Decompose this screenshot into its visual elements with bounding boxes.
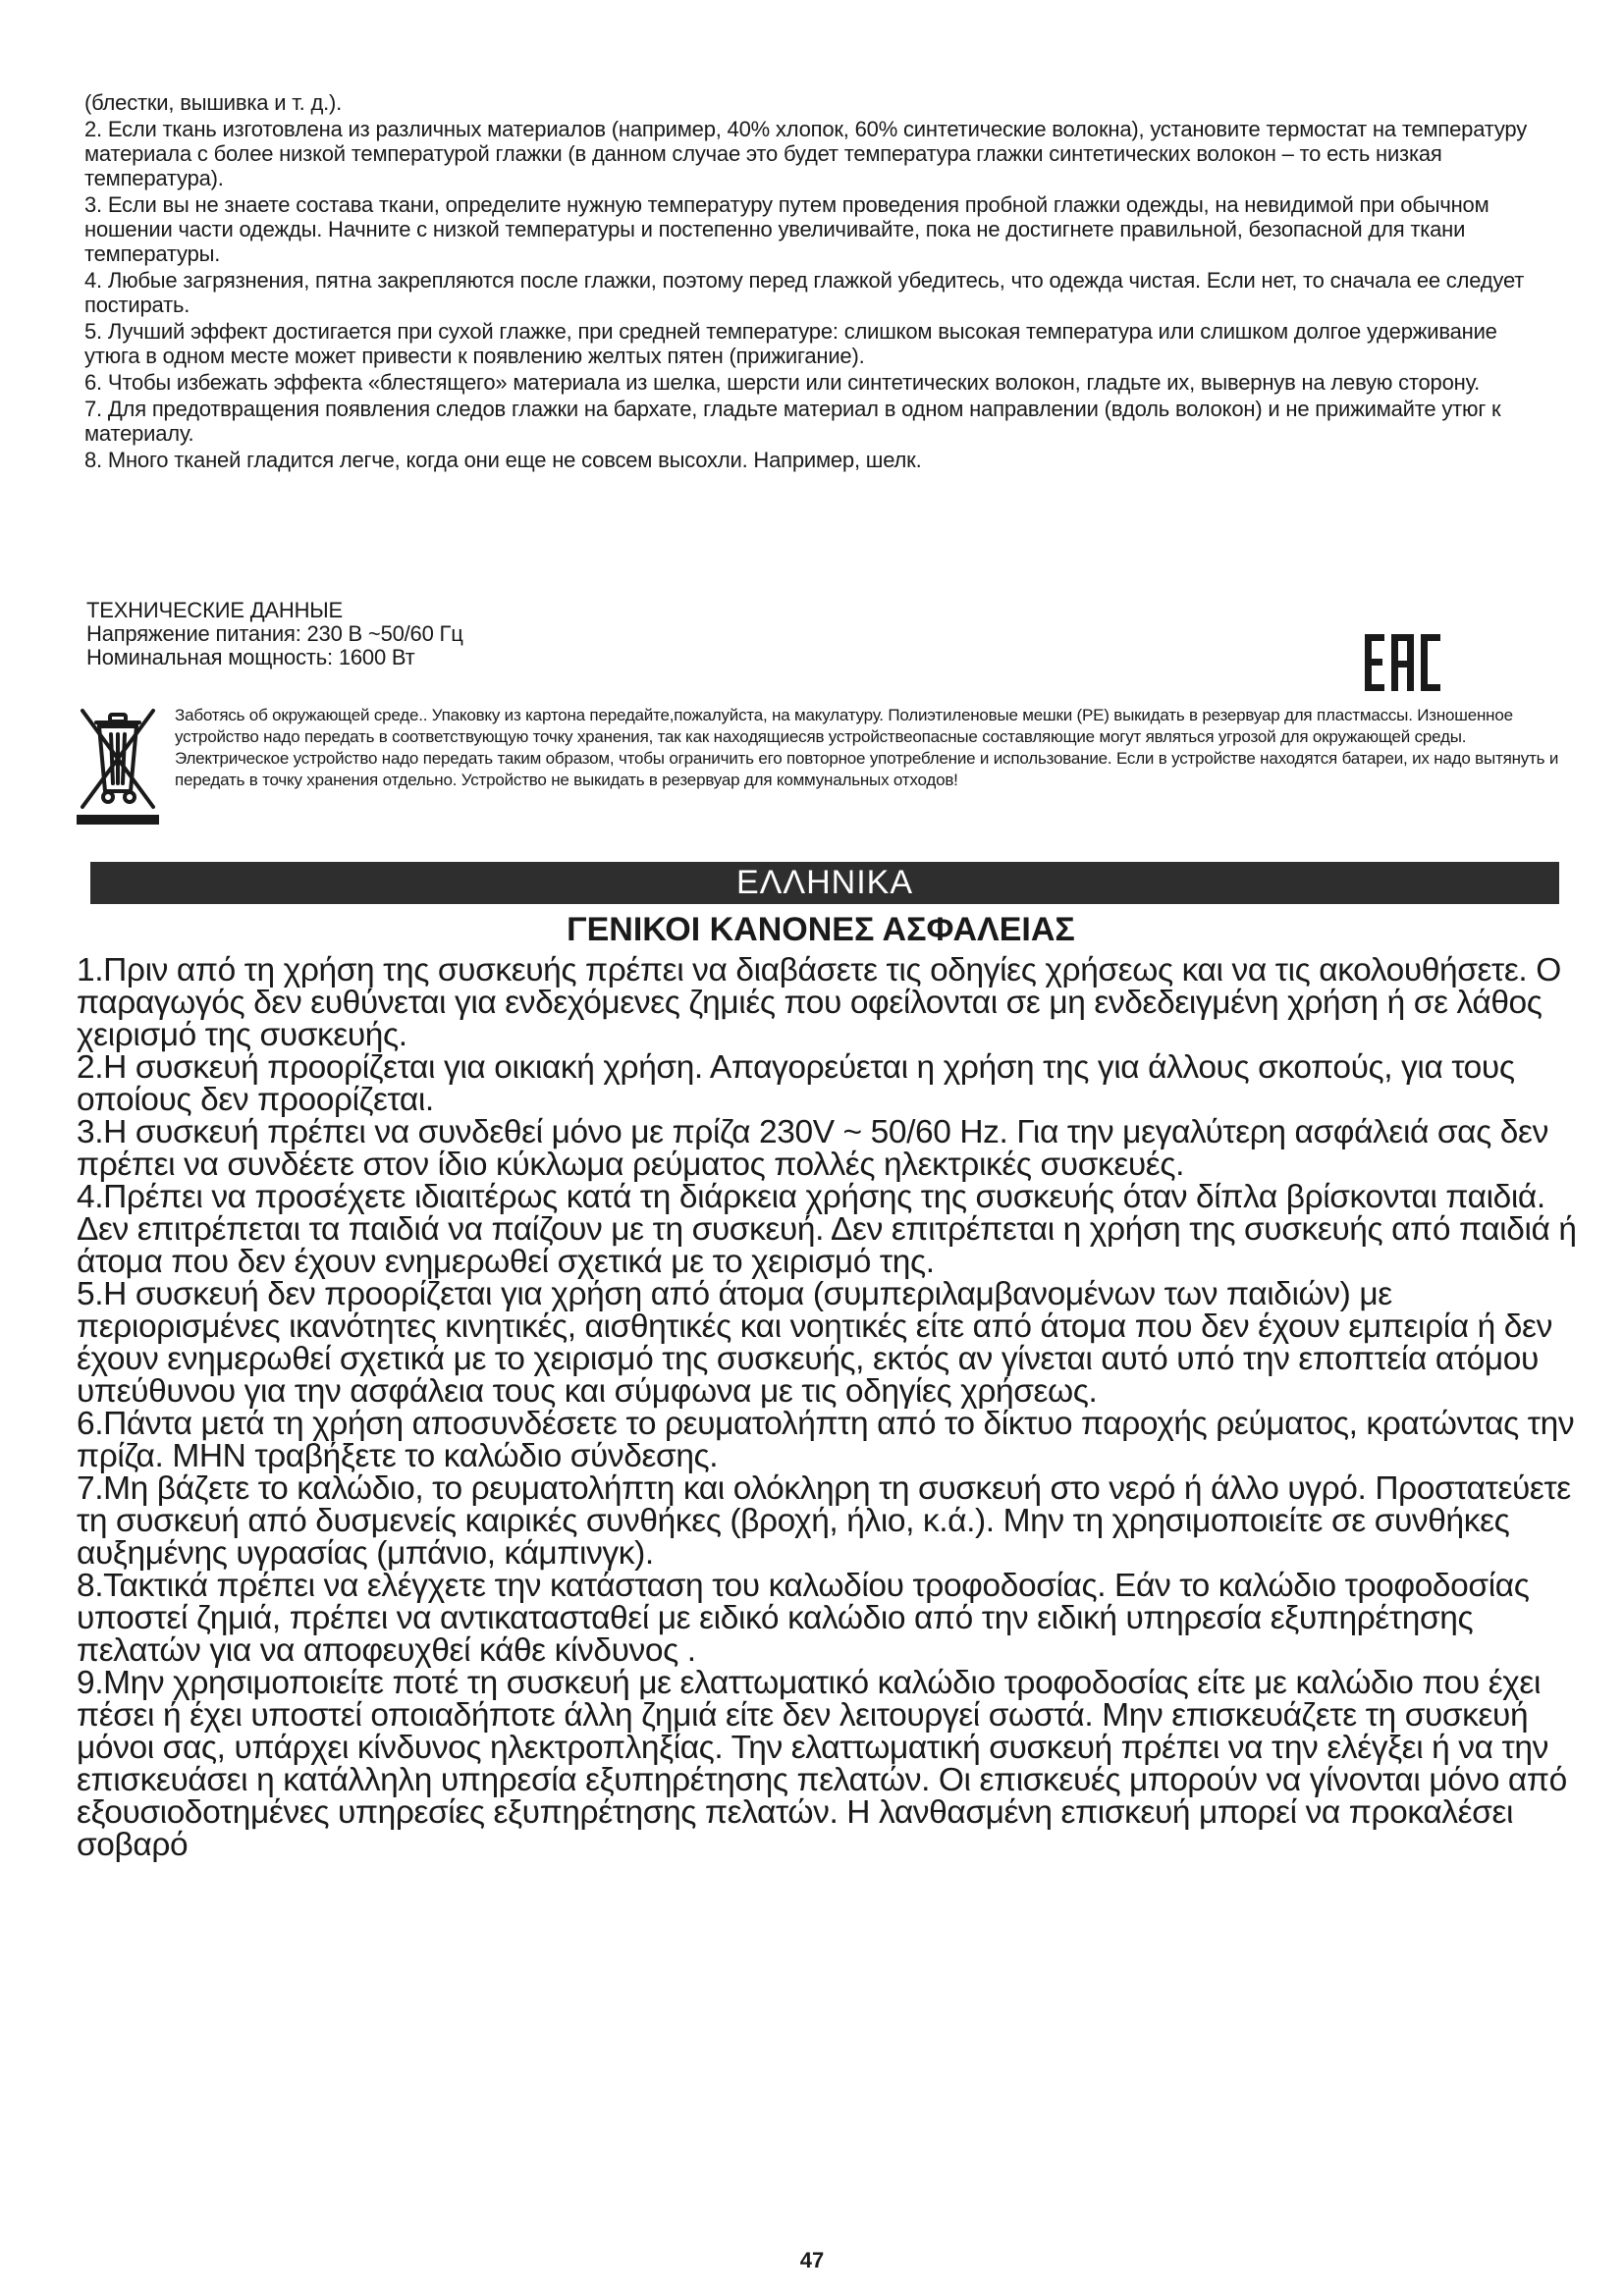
ru-paragraph-7: 8. Много тканей гладится легче, когда они еще не совсем высохли. Например, шелк. — [84, 448, 922, 472]
ru-paragraph-3: 4. Любые загрязнения, пятна закрепляются после глажки, поэтому перед глажкой убедитесь, что одежда чистая. Если нет, то сначала ее следует постирать. — [84, 268, 1525, 317]
environment-notice — [69, 701, 1561, 838]
gr-rule-8: 8.Τακτικά πρέπει να ελέγχετε την κατάσταση του καλωδίου τροφοδοσίας. Εάν το καλώδιο τροφοδοσίας υποστεί ζημιά, πρέπει να αντικατασταθεί με ειδικό καλώδιο από την ειδική υπηρεσία εξυπηρέτησης πελατών για να αποφευχθεί κάθε κίνδυνος . — [77, 1568, 1530, 1669]
gr-rule-9: 9.Μην χρησιμοποιείτε ποτέ τη συσκευή με ελαττωματικό καλώδιο τροφοδοσίας είτε με καλώδιο που έχει πέσει ή έχει υποστεί οποιαδήποτε άλλη ζημιά είτε δεν λειτουργεί σωστά. Μην επισκευάζετε τη συσκευή μόνοι σας, υπάρχει κίνδυνος ηλεκτροπληξίας. Την ελαττωματική συσκευή πρέπει να την ελέγξει ή να την επισκευάσει η κατάλληλη υπηρεσία εξυπηρέτησης πελατών. Οι επισκευές μπορούν να γίνονται μόνο από εξουσιοδοτημένες υπηρεσίες εξυπηρέτησης πελατών. Η λανθασμένη επισκευή μπορεί να προκαλέσει σοβαρό — [77, 1665, 1567, 1863]
safety-rules-title: ΓΕΝΙΚΟΙ ΚΑΝΟΝΕΣ ΑΣΦΑΛΕΙΑΣ — [567, 911, 1075, 948]
gr-rule-2: 2.Η συσκευή προορίζεται για οικιακή χρήση. Απαγορεύεται η χρήση της για άλλους σκοπούς, για τους οποίους δεν προορίζεται. — [77, 1049, 1515, 1118]
page-number: 47 — [799, 2248, 825, 2272]
eco-disposal-text — [175, 705, 1559, 791]
eac-mark-icon — [1365, 628, 1443, 697]
eco-text-paragraph: Заботясь об окружающей среде.. Упаковку из картона передайте,пожалуйста, на макулатуру. Полиэтиленовые мешки (PE) выкидать в резервуар для пластмассы. Изношенное устройство надо передать в соответствующую точку хранения, так как находящиесяв устройствеопасные составляющие могут являться угрозой для окружающей среды. Электрическое устройство надо передать таким образом, чтобы ограничить его повторное употребление и использование. Если в устройстве находятся батареи, их надо вытянуть и передать в точку хранения отдельно. Устройство не выкидать в резервуар для коммунальных отходов! — [175, 706, 1559, 789]
ru-paragraph-1: 2. Если ткань изготовлена из различных материалов (например, 40% хлопок, 60% синтетические волокна), установите термостат на температуру материала с более низкой температурой глажки (в данном случае это будет температура глажки синтетических волокон – то есть низкая температура). — [84, 117, 1528, 190]
tech-power: Номинальная мощность: 1600 Вт — [86, 645, 415, 669]
gr-rule-7: 7.Μη βάζετε το καλώδιο, το ρευματολήπτη και ολόκληρη τη συσκευή στο νερό ή άλλο υγρό. Προστατεύετε τη συσκευή από δυσμενείς καιρικές συνθήκες (βροχή, ήλιο, κ.ά.). Μην τη χρησιμοποιείτε σε συνθήκες αυξημένης υγρασίας (μπάνιο, κάμπινγκ). — [77, 1470, 1571, 1572]
gr-rule-3: 3.Η συσκευή πρέπει να συνδεθεί μόνο με πρίζα 230V ~ 50/60 Hz. Για την μεγαλύτερη ασφάλειά σας δεν πρέπει να συνδέετε στον ίδιο κύκλωμα ρεύματος πολλές ηλεκτρικές συσκευές. — [77, 1114, 1548, 1183]
russian-instructions — [84, 90, 1557, 474]
gr-rule-5: 5.Η συσκευή δεν προορίζεται για χρήση από άτομα (συμπεριλαμβανομένων των παιδιών) με περιορισμένες ικανότητες κινητικές, αισθητικές και νοητικές είτε από άτομα που δεν έχουν εμπειρία ή δεν έχουν ενημερωθεί σχετικά με το χειρισμό της συσκευής, εκτός αν γίνεται αυτό υπό την εποπτεία ατόμου υπεύθυνου για την ασφάλεια τους και σύμφωνα με τις οδηγίες χρήσεως. — [77, 1276, 1552, 1410]
language-header-greek: ΕΛΛΗΝΙΚΑ — [90, 862, 1559, 904]
gr-rule-1: 1.Πριν από τη χρήση της συσκευής πρέπει να διαβάσετε τις οδηγίες χρήσεως και να τις ακολουθήσετε. Ο παραγωγός δεν ευθύνεται για ενδεχόμενες ζημιές που οφείλονται σε μη ενδεδειγμένη χρήση ή σε λάθος χειρισμό της συσκευής. — [77, 952, 1561, 1053]
gr-rule-6: 6.Πάντα μετά τη χρήση αποσυνδέσετε το ρευματολήπτη από το δίκτυο παροχής ρεύματος, κρατώντας την πρίζα. ΜΗΝ τραβήξετε το καλώδιο σύνδεσης. — [77, 1406, 1575, 1474]
gr-rule-4: 4.Πρέπει να προσέχετε ιδιαιτέρως κατά τη διάρκεια χρήσης της συσκευής όταν δίπλα βρίσκονται παιδιά. Δεν επιτρέπεται τα παιδιά να παίζουν με τη συσκευή. Δεν επιτρέπεται η χρήση της συσκευής από παιδιά ή άτομα που δεν έχουν ενημερωθεί σχετικά με το χειρισμό της. — [77, 1179, 1577, 1280]
ru-paragraph-2: 3. Если вы не знаете состава ткани, определите нужную температуру путем проведения пробной глажки одежды, на невидимой при обычном ношении части одежды. Начните с низкой температуры и постепенно увеличивайте, пока не достигнете правильной, безопасной для ткани температуры. — [84, 192, 1489, 266]
greek-safety-rules — [77, 954, 1589, 1861]
ru-paragraph-4: 5. Лучший эффект достигается при сухой глажке, при средней температуре: слишком высокая температура или слишком долгое удерживание утюга в одном месте может привести к появлению желтых пятен (прижигание). — [84, 319, 1497, 368]
ru-paragraph-5: 6. Чтобы избежать эффекта «блестящего» материала из шелка, шерсти или синтетических волокон, гладьте их, вывернув на левую сторону. — [84, 370, 1481, 395]
technical-data — [86, 599, 970, 669]
tech-title: ТЕХНИЧЕСКИЕ ДАННЫЕ — [86, 598, 344, 622]
ru-paragraph-6: 7. Для предотвращения появления следов глажки на бархате, гладьте материал в одном направлении (вдоль волокон) и не прижимайте утюг к материалу. — [84, 397, 1501, 446]
weee-crossed-bin-icon — [69, 701, 167, 828]
tech-voltage: Напряжение питания: 230 В ~50/60 Гц — [86, 621, 463, 646]
ru-paragraph-0: (блестки, вышивка и т. д.). — [84, 90, 343, 115]
